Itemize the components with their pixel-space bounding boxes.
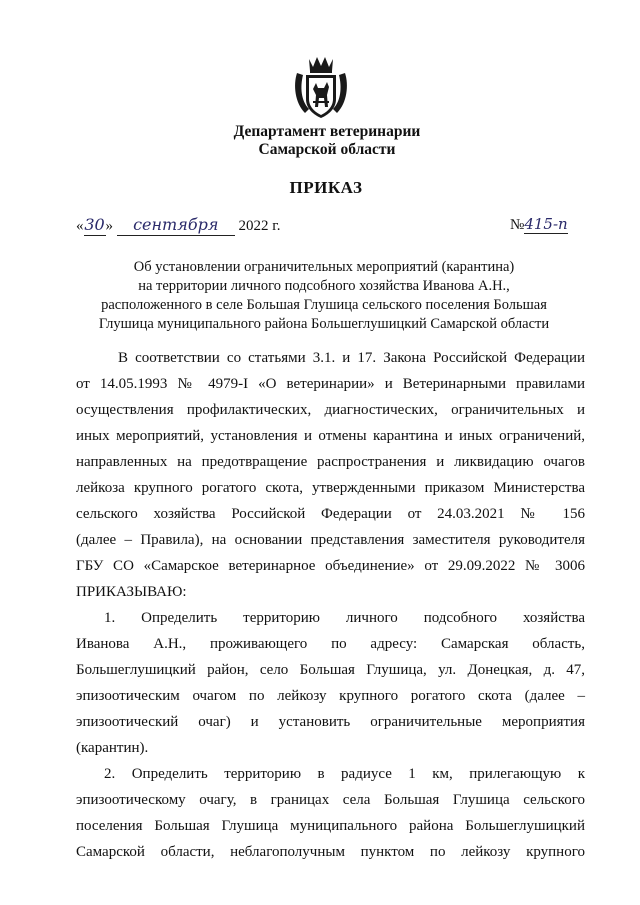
order-keyword: ПРИКАЗЫВАЮ:	[76, 584, 187, 600]
date-month: сентября	[133, 215, 219, 234]
order-date	[76, 215, 280, 236]
number-value: 415-п	[524, 215, 568, 233]
department-name: Департамент ветеринарии	[233, 123, 421, 140]
title-line: на территории личного подсобного хозяйства Иванова А.Н.,	[138, 278, 510, 294]
clause-1-line: Большеглушицкий район, село Большая Глушица, ул. Донецкая, д. 47,	[76, 662, 585, 678]
clause-1-line: эпизоотический очаг) и установить ограничительные мероприятия	[76, 714, 585, 730]
clause-1-line: Иванова А.Н., проживающего по адресу: Самарская область,	[76, 636, 585, 652]
body-line: от 14.05.1993 № 4979-I «О ветеринарии» и Ветеринарными правилами	[76, 376, 585, 392]
clause-1-line: 1. Определить территорию личного подсобного хозяйства	[104, 610, 585, 626]
date-close-quote: »	[105, 218, 113, 234]
body-line: иных мероприятий, установления и отмены карантина и иных ограничений,	[76, 428, 585, 444]
department-region: Самарской области	[258, 141, 396, 158]
clause-2-line: эпизоотическому очагу, в границах села Большая Глушица сельского	[76, 792, 585, 808]
body-line: В соответствии со статьями 3.1. и 17. Закона Российской Федерации	[118, 350, 585, 366]
body-line: (далее – Правила), на основании представления заместителя руководителя	[76, 532, 585, 548]
document-type-heading: ПРИКАЗ	[289, 178, 363, 197]
title-line: расположенного в селе Большая Глушица сельского поселения Большая	[101, 297, 547, 313]
clause-2-line: поселения Большая Глушица муниципального района Большеглушицкий	[76, 818, 585, 834]
body-line: осуществления профилактических, диагностических, ограничительных и	[76, 402, 585, 418]
body-line: направленных на предотвращение распространения и ликвидацию очагов	[76, 454, 585, 470]
clause-1-line: эпизоотическим очагом по лейкозу крупного рогатого скота (далее –	[76, 688, 585, 704]
date-open-quote: «	[76, 218, 84, 234]
number-sign: №	[510, 217, 525, 233]
title-line: Об установлении ограничительных мероприятий (карантина)	[133, 259, 515, 275]
body-line: ГБУ СО «Самарское ветеринарное объединение» от 29.09.2022 № 3006	[76, 558, 585, 574]
clause-2-line: Самарской области, неблагополучным пунктом по лейкозу крупного	[76, 844, 585, 860]
title-line: Глушица муниципального района Большеглушицкий Самарской области	[98, 316, 550, 332]
body-line: сельского хозяйства Российской Федерации от 24.03.2021 № 156	[76, 506, 585, 522]
clause-2-line: 2. Определить территорию в радиусе 1 км, прилегающую к	[104, 766, 585, 782]
date-day: 30	[84, 215, 105, 234]
clause-1-line: (карантин).	[76, 740, 149, 756]
date-year: 2022 г.	[238, 218, 281, 234]
order-number	[510, 215, 568, 234]
coat-of-arms-icon	[291, 55, 351, 121]
body-line: лейкоза крупного рогатого скота, утвержденными приказом Министерства	[76, 480, 585, 496]
